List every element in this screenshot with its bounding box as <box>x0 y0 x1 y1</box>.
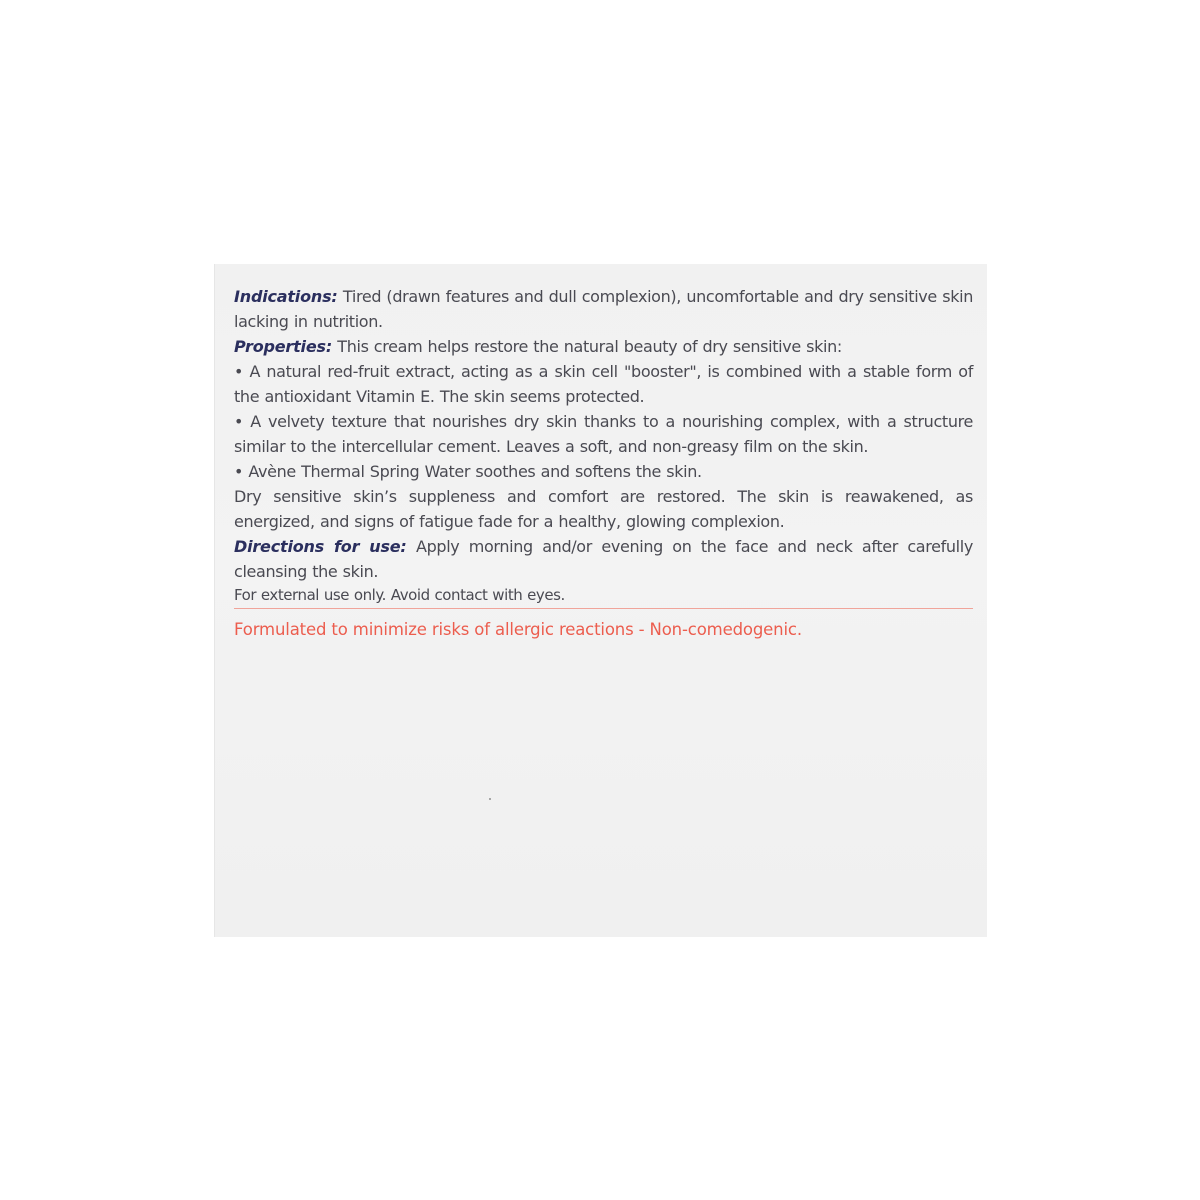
property-bullet <box>234 359 973 409</box>
property-bullet-text: A velvety texture that nourishes dry skin thanks to a nourishing complex, with a structure similar to the intercellular cement. Leaves a soft, and non-greasy film on the skin. <box>234 412 973 456</box>
speck-mark <box>489 798 491 800</box>
property-bullet <box>234 409 973 459</box>
bullet-icon: • <box>234 462 244 481</box>
properties-heading: Properties: <box>234 337 333 356</box>
bullet-icon: • <box>234 362 244 381</box>
product-label-panel <box>214 264 987 937</box>
allergy-warning: Formulated to minimize risks of allergic reactions - Non-comedogenic. <box>234 620 802 639</box>
property-bullet-text: Avène Thermal Spring Water soothes and softens the skin. <box>248 462 702 481</box>
indications-paragraph <box>234 284 973 334</box>
properties-text: This cream helps restore the natural beauty of dry sensitive skin: <box>332 337 842 356</box>
indications-heading: Indications: <box>234 287 338 306</box>
directions-text: Apply morning and/or evening on the face and neck after carefully cleansing the skin. <box>234 537 973 581</box>
indications-text: Tired (drawn features and dull complexion), uncomfortable and dry sensitive skin lacking in nutrition. <box>234 287 973 331</box>
divider-rule <box>234 608 973 609</box>
property-bullet-text: A natural red-fruit extract, acting as a skin cell "booster", is combined with a stable form of the antioxidant Vitamin E. The skin seems protected. <box>234 362 973 406</box>
properties-paragraph <box>234 334 973 359</box>
properties-summary: Dry sensitive skin’s suppleness and comfort are restored. The skin is reawakened, as energized, and signs of fatigue fade for a healthy, glowing complexion. <box>234 487 973 531</box>
property-bullet <box>234 459 973 484</box>
external-use-note: For external use only. Avoid contact with eyes. <box>234 586 565 604</box>
directions-heading: Directions for use: <box>234 537 407 556</box>
bullet-icon: • <box>234 412 244 431</box>
directions-paragraph <box>234 534 973 584</box>
product-description <box>234 284 973 605</box>
